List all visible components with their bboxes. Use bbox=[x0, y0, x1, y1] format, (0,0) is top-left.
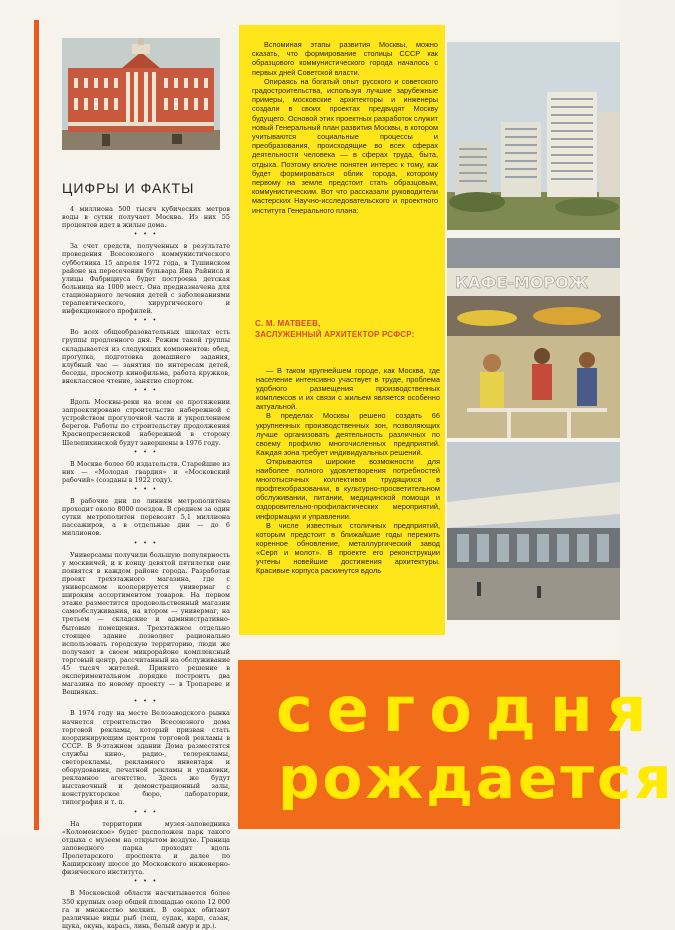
author-name: С. М. МАТВЕЕВ, bbox=[255, 319, 321, 328]
separator: • • • bbox=[133, 878, 159, 886]
separator: • • • bbox=[133, 386, 159, 394]
facts-column bbox=[62, 205, 230, 930]
fact-paragraph: В Московской области насчитывается более 350 крупных озер общей площадью около 12 000 га и множество мелких. В озерах обитают различные виды рыб (лещ, судак, карп, сазан, щука, окунь, карась, линь, белый амур и др.). bbox=[62, 889, 230, 930]
fact-paragraph: На территории музея-заповедника «Коломенское» будет расположен парк такого отдыха с музеем на открытом воздухе. Граница заповедного парка проходит вдоль Пролетарского проспекта и далее по Каширскому шоссе до Московского инженерно-физического института. bbox=[62, 819, 230, 877]
facts-heading: ЦИФРЫ И ФАКТЫ bbox=[62, 180, 195, 196]
separator: • • • bbox=[133, 231, 159, 239]
quote-paragraph: В пределах Москвы решено создать 66 укрупненных производственных зон, позволяющих лучше организовать деятельность различных по своему профилю многочисленных предприятий. Каждая зона требует индивидуальных решений. bbox=[256, 411, 440, 457]
fact-paragraph: В Москве более 60 издательств. Старейшие из них — «Молодая гвардия» и «Московский рабочий» (созданы в 1922 году). bbox=[62, 459, 230, 484]
separator: • • • bbox=[133, 448, 159, 456]
author-credit bbox=[255, 318, 441, 340]
quote-paragraph: — В таком крупнейшем городе, как Москва, где население интенсивно участвует в труде, проблема удобного размещения производственных комплексов и их связи с жильем является особенно актуальной. bbox=[256, 366, 440, 412]
towers-photo bbox=[447, 42, 620, 230]
fact-paragraph: За счет средств, полученных в результате проведения Всесоюзного коммунистического субботника 15 апреля 1972 года, в Тушинском районе на пересечении бульвара Яна Райниса и улицы Фабрициуса будет построена детская больница на 1000 мест. Она предназначена для стационарного лечения детей с заболеваниями терапевтического, хирургического и инфекционного профилей. bbox=[62, 242, 230, 316]
headline-word-1: сегодня bbox=[276, 673, 661, 746]
cafe-photo bbox=[447, 238, 620, 438]
headline-word-2: рождается bbox=[278, 744, 675, 812]
intro-paragraph: Опираясь на богатый опыт русского и советского градостроительства, используя лучшие зарубежные примеры, московские архитекторы и инженеры создали в своих проектах предвидят Москву будущего. Основой этих проектных разработок служит новый Генеральный план развития Москвы, в котором учитываются социальные процессы и преобразования, происходящие во всех сферах деятельности человека — в сферах труда, быта, отдыха. Поэтому вполне понятен интерес к тому, как будет формироваться облик города, которому первому на земле предстоит стать образцовым, коммунистическим. Вот что рассказали руководители мастерских Научно-исследовательского и проектного института Генерального плана: bbox=[252, 76, 438, 215]
intro-text bbox=[252, 40, 438, 215]
separator: • • • bbox=[133, 317, 159, 325]
fact-paragraph: Универсамы получили большую популярность у москвичей, и к концу девятой пятилетки они появятся в каждом районе города. Разработан проект трехэтажного магазина, где с универсамом кооперируется универмаг с широким ассортиментом товаров. На первом этаже разместится продовольственный магазин самообслуживания, на втором — универмаг, на третьем — складские и административно-бытовые помещения. Трехэтажное отдельно стоящее здание позволяет рационально использовать городскую территорию, люди же получают в своем микрорайоне комплексный торговый центр, рассчитанный на обслуживание 45 тысяч жителей. Принято решение в экспериментальном порядке построить два магазина по новому проекту — в Тропареве и Вешняках. bbox=[62, 550, 230, 697]
fact-paragraph: Вдоль Москвы-реки на всем ее протяжении запроектировано строительство набережной с устройством прогулочной части и укреплением берегов. Работы по строительству продолжения Краснопресненской набережной в сторону Шелепихинской будут завершены в 1976 году. bbox=[62, 398, 230, 447]
modern-building-photo bbox=[447, 442, 620, 620]
separator: • • • bbox=[133, 808, 159, 816]
fact-paragraph: Во всех общеобразовательных школах есть группы продленного дня. Режим такой группы складывается из следующих компонентов: обед, прогулка, подготовка домашнего задания, клубный час — занятия по интересам детей, беседы, просмотр кинофильма, работа кружков, внеклассное чтение, занятие спортом. bbox=[62, 328, 230, 385]
fact-paragraph: В 1974 году на месте Велозаводского рынка начнется строительство Всесоюзного дома торговой рекламы, который призван стать координирующим центром торговой рекламы в СССР. В 9-этажном здании Дома разместятся службы кино-, радио-, телерекламы, светорекламы, рекламного инвентаря и оборудования, печатной рекламы и упаковки, рекламное агентство. Здесь же будут выставочный и демонстрационный залы, конструкторское бюро, лаборатории, типография и т. п. bbox=[62, 709, 230, 807]
quote-paragraph: В числе известных столичных предприятий, которым предстоит в ближайшие годы пережить коренное обновление, металлургический завод «Серп и молот». В проекте его реконструкции учтены новейшие достижения архитектуры. Красивые корпуса раскинутся вдоль bbox=[256, 520, 440, 576]
author-title: ЗАСЛУЖЕННЫЙ АРХИТЕКТОР РСФСР: bbox=[255, 330, 415, 339]
red-margin-rule bbox=[34, 20, 39, 830]
author-quote bbox=[256, 366, 440, 575]
separator: • • • bbox=[133, 539, 159, 547]
separator: • • • bbox=[133, 698, 159, 706]
quote-paragraph: Открываются широкие возможности для наиболее полного удовлетворения потребностей многотысячных коллективов трудящихся в профтехобразовании, в культурно-просветительном обслуживании, питании, медицинской помощи и оздоровительно-профилактических мероприятий, информации и управлении. bbox=[256, 456, 440, 521]
intro-paragraph: Вспоминая этапы развития Москвы, можно сказать, что формирование столицы СССР как образцового коммунистического города началось с первых дней Советской власти. bbox=[252, 40, 438, 77]
fact-paragraph: В рабочие дни по линиям метрополитена проходит около 8000 поездов. В среднем за один сутки метрополитен перевозит 5,1 миллиона пассажиров, а в отдельные дни — до 6 миллионов. bbox=[62, 497, 230, 538]
fact-paragraph: 4 миллиона 500 тысяч кубических метров воды в сутки получает Москва. Из них 55 процентов идет в жилые дома. bbox=[62, 205, 230, 230]
mossovet-building-photo bbox=[62, 38, 220, 150]
cafe-sign: КАФЕ-МОРОЖ bbox=[455, 273, 589, 292]
separator: • • • bbox=[133, 486, 159, 493]
headline-banner bbox=[238, 660, 675, 829]
